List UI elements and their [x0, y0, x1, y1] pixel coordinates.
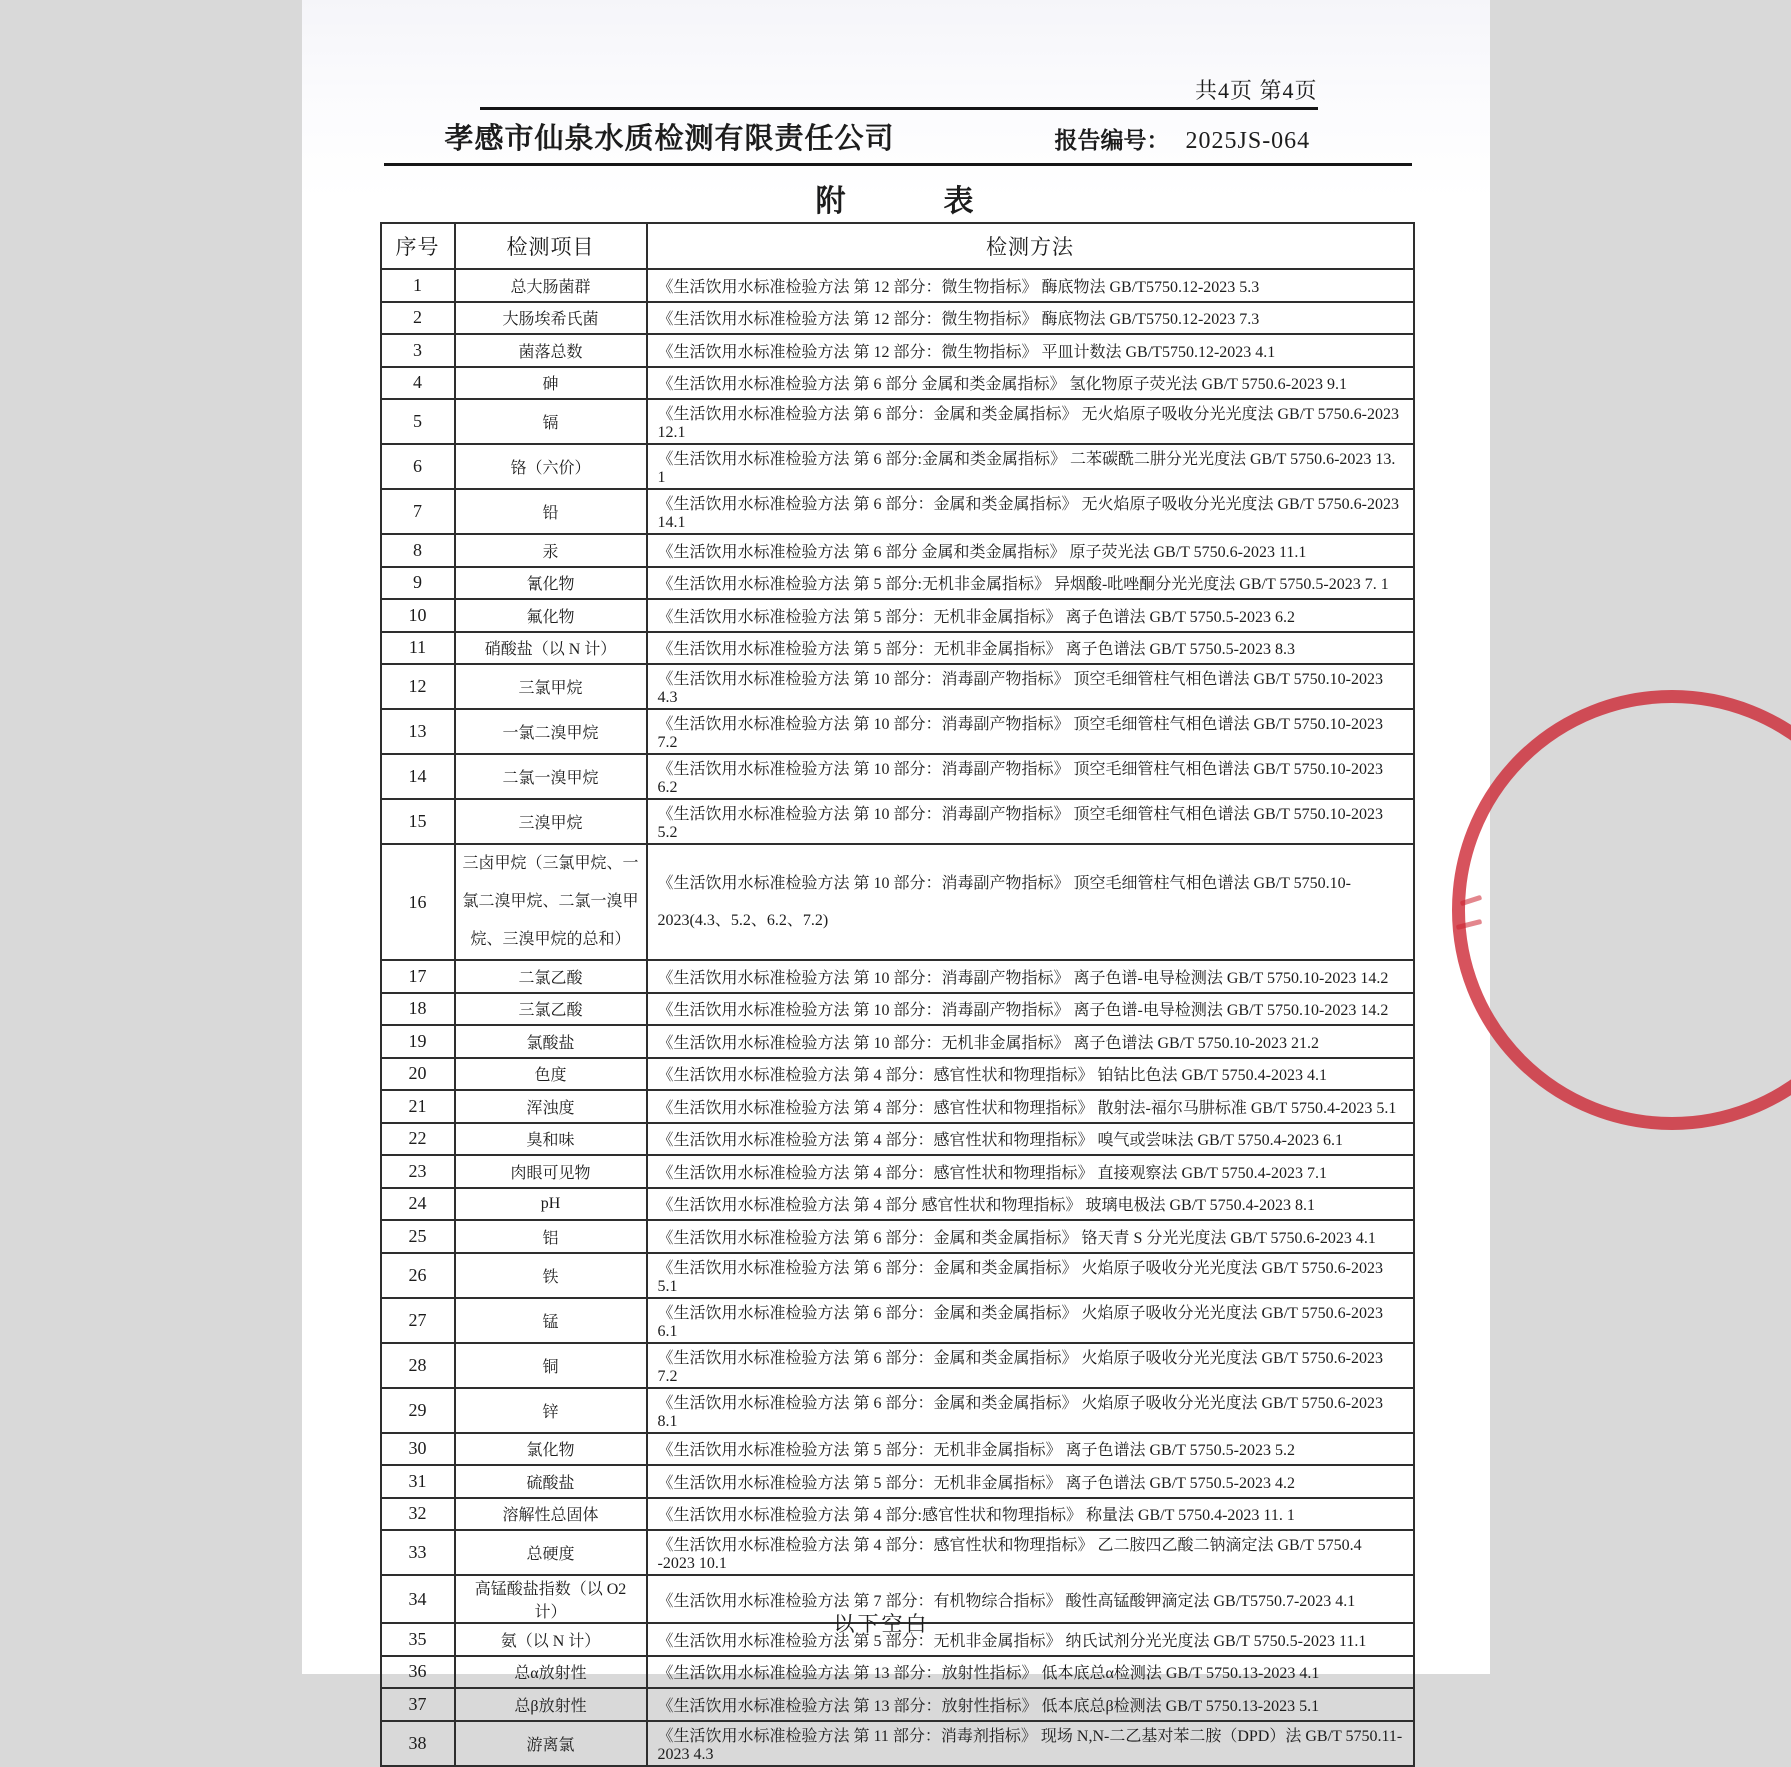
table-row [381, 799, 1414, 844]
test-method: 《生活饮用水标准检验方法 第 6 部分:金属和类金属指标》 二苯碳酰二肼分光光度法 GB/T 5750.6-2023 13. 1 [647, 444, 1414, 489]
report-page [302, 0, 1490, 1674]
table-row [381, 367, 1414, 400]
header-rule-bottom [384, 163, 1412, 166]
test-method: 《生活饮用水标准检验方法 第 10 部分：消毒副产物指标》 离子色谱-电导检测法 GB/T 5750.10-2023 14.2 [647, 993, 1414, 1026]
test-item: 硫酸盐 [455, 1465, 647, 1498]
test-method: 《生活饮用水标准检验方法 第 12 部分：微生物指标》 酶底物法 GB/T5750.12-2023 5.3 [647, 269, 1414, 302]
table-row [381, 664, 1414, 709]
test-method: 《生活饮用水标准检验方法 第 10 部分：消毒副产物指标》 顶空毛细管柱气相色谱法 GB/T 5750.10-2023 5.2 [647, 799, 1414, 844]
table-row [381, 844, 1414, 960]
table-row [381, 960, 1414, 993]
test-item: 锌 [455, 1388, 647, 1433]
row-number: 36 [381, 1656, 455, 1689]
row-number: 8 [381, 534, 455, 567]
test-item: 镉 [455, 399, 647, 444]
test-item: 三氯乙酸 [455, 993, 647, 1026]
row-number: 19 [381, 1025, 455, 1058]
row-number: 12 [381, 664, 455, 709]
test-item: 汞 [455, 534, 647, 567]
test-item: 铅 [455, 489, 647, 534]
table-row [381, 1155, 1414, 1188]
page-title: 附 表 [302, 176, 1490, 220]
methods-table-container [380, 222, 1415, 1767]
test-method: 《生活饮用水标准检验方法 第 6 部分：金属和类金属指标》 无火焰原子吸收分光光度法 GB/T 5750.6-2023 14.1 [647, 489, 1414, 534]
test-item: 三卤甲烷（三氯甲烷、一氯二溴甲烷、二氯一溴甲烷、三溴甲烷的总和） [455, 844, 647, 960]
table-row [381, 302, 1414, 335]
test-item: 浑浊度 [455, 1090, 647, 1123]
table-row [381, 1298, 1414, 1343]
row-number: 31 [381, 1465, 455, 1498]
row-number: 6 [381, 444, 455, 489]
test-item: 溶解性总固体 [455, 1498, 647, 1531]
test-method: 《生活饮用水标准检验方法 第 5 部分：无机非金属指标》 离子色谱法 GB/T 5750.5-2023 8.3 [647, 632, 1414, 665]
test-item: 氯化物 [455, 1433, 647, 1466]
test-method: 《生活饮用水标准检验方法 第 4 部分:感官性状和物理指标》 称量法 GB/T 5750.4-2023 11. 1 [647, 1498, 1414, 1531]
test-method: 《生活饮用水标准检验方法 第 6 部分 金属和类金属指标》 原子荧光法 GB/T 5750.6-2023 11.1 [647, 534, 1414, 567]
test-method: 《生活饮用水标准检验方法 第 7 部分：有机物综合指标》 酸性高锰酸钾滴定法 GB/T5750.7-2023 4.1 [647, 1575, 1414, 1623]
test-method: 《生活饮用水标准检验方法 第 6 部分：金属和类金属指标》 火焰原子吸收分光光度法 GB/T 5750.6-2023 7.2 [647, 1343, 1414, 1388]
test-item: 三溴甲烷 [455, 799, 647, 844]
row-number: 3 [381, 334, 455, 367]
test-method: 《生活饮用水标准检验方法 第 12 部分：微生物指标》 酶底物法 GB/T5750.12-2023 7.3 [647, 302, 1414, 335]
table-row [381, 567, 1414, 600]
footer-blank-note: 以下空白 [302, 1608, 1462, 1638]
table-row [381, 1498, 1414, 1531]
row-number: 10 [381, 599, 455, 632]
table-row [381, 1656, 1414, 1689]
row-number: 29 [381, 1388, 455, 1433]
row-number: 2 [381, 302, 455, 335]
table-row [381, 1343, 1414, 1388]
row-number: 13 [381, 709, 455, 754]
column-header-item: 检测项目 [455, 223, 647, 269]
test-method: 《生活饮用水标准检验方法 第 4 部分：感官性状和物理指标》 嗅气或尝味法 GB/T 5750.4-2023 6.1 [647, 1123, 1414, 1156]
table-row [381, 709, 1414, 754]
test-method: 《生活饮用水标准检验方法 第 5 部分：无机非金属指标》 离子色谱法 GB/T 5750.5-2023 6.2 [647, 599, 1414, 632]
test-item: 肉眼可见物 [455, 1155, 647, 1188]
test-method: 《生活饮用水标准检验方法 第 13 部分：放射性指标》 低本底总β检测法 GB/T 5750.13-2023 5.1 [647, 1688, 1414, 1721]
test-item: 铁 [455, 1253, 647, 1298]
methods-table-body [381, 269, 1414, 1766]
table-row [381, 1688, 1414, 1721]
row-number: 38 [381, 1721, 455, 1766]
report-number-block [1055, 122, 1311, 155]
table-row [381, 754, 1414, 799]
table-row [381, 1220, 1414, 1253]
test-method: 《生活饮用水标准检验方法 第 5 部分：无机非金属指标》 纳氏试剂分光光度法 GB/T 5750.5-2023 11.1 [647, 1623, 1414, 1656]
row-number: 20 [381, 1058, 455, 1091]
row-number: 1 [381, 269, 455, 302]
row-number: 15 [381, 799, 455, 844]
table-row [381, 1530, 1414, 1575]
row-number: 34 [381, 1575, 455, 1623]
table-row [381, 1188, 1414, 1221]
row-number: 4 [381, 367, 455, 400]
header-rule-top [480, 107, 1318, 110]
test-method: 《生活饮用水标准检验方法 第 5 部分：无机非金属指标》 离子色谱法 GB/T 5750.5-2023 4.2 [647, 1465, 1414, 1498]
test-item: 大肠埃希氏菌 [455, 302, 647, 335]
row-number: 11 [381, 632, 455, 665]
row-number: 16 [381, 844, 455, 960]
table-row [381, 1433, 1414, 1466]
test-item: 铬（六价） [455, 444, 647, 489]
row-number: 7 [381, 489, 455, 534]
company-name: 孝感市仙泉水质检测有限责任公司 [445, 116, 895, 157]
methods-table [380, 222, 1415, 1767]
table-row [381, 1090, 1414, 1123]
test-item: 总硬度 [455, 1530, 647, 1575]
row-number: 24 [381, 1188, 455, 1221]
test-method: 《生活饮用水标准检验方法 第 13 部分：放射性指标》 低本底总α检测法 GB/T 5750.13-2023 4.1 [647, 1656, 1414, 1689]
row-number: 26 [381, 1253, 455, 1298]
column-header-no: 序号 [381, 223, 455, 269]
row-number: 27 [381, 1298, 455, 1343]
table-row [381, 632, 1414, 665]
test-method: 《生活饮用水标准检验方法 第 4 部分：感官性状和物理指标》 直接观察法 GB/T 5750.4-2023 7.1 [647, 1155, 1414, 1188]
test-method: 《生活饮用水标准检验方法 第 6 部分：金属和类金属指标》 火焰原子吸收分光光度法 GB/T 5750.6-2023 5.1 [647, 1253, 1414, 1298]
row-number: 37 [381, 1688, 455, 1721]
test-item: 色度 [455, 1058, 647, 1091]
table-row [381, 444, 1414, 489]
table-row [381, 1025, 1414, 1058]
table-header-row [381, 223, 1414, 269]
row-number: 32 [381, 1498, 455, 1531]
test-item: 硝酸盐（以 N 计） [455, 632, 647, 665]
test-item: 一氯二溴甲烷 [455, 709, 647, 754]
table-row [381, 1721, 1414, 1766]
test-method: 《生活饮用水标准检验方法 第 10 部分：消毒副产物指标》 顶空毛细管柱气相色谱法 GB/T 5750.10-2023 4.3 [647, 664, 1414, 709]
table-row [381, 269, 1414, 302]
test-item: 三氯甲烷 [455, 664, 647, 709]
table-row [381, 993, 1414, 1026]
test-method: 《生活饮用水标准检验方法 第 4 部分：感官性状和物理指标》 铂钴比色法 GB/T 5750.4-2023 4.1 [647, 1058, 1414, 1091]
table-row [381, 399, 1414, 444]
test-item: 锰 [455, 1298, 647, 1343]
table-row [381, 1123, 1414, 1156]
test-item: 总大肠菌群 [455, 269, 647, 302]
test-method: 《生活饮用水标准检验方法 第 12 部分：微生物指标》 平皿计数法 GB/T5750.12-2023 4.1 [647, 334, 1414, 367]
test-method: 《生活饮用水标准检验方法 第 6 部分：金属和类金属指标》 无火焰原子吸收分光光度法 GB/T 5750.6-2023 12.1 [647, 399, 1414, 444]
test-item: 总β放射性 [455, 1688, 647, 1721]
test-method: 《生活饮用水标准检验方法 第 5 部分:无机非金属指标》 异烟酸-吡唑酮分光光度法 GB/T 5750.5-2023 7. 1 [647, 567, 1414, 600]
row-number: 17 [381, 960, 455, 993]
row-number: 33 [381, 1530, 455, 1575]
test-method: 《生活饮用水标准检验方法 第 4 部分 感官性状和物理指标》 玻璃电极法 GB/T 5750.4-2023 8.1 [647, 1188, 1414, 1221]
table-row [381, 599, 1414, 632]
row-number: 18 [381, 993, 455, 1026]
row-number: 14 [381, 754, 455, 799]
page-count-indicator: 共4页 第4页 [1195, 74, 1318, 105]
row-number: 9 [381, 567, 455, 600]
table-row [381, 489, 1414, 534]
test-item: 氯酸盐 [455, 1025, 647, 1058]
test-method: 《生活饮用水标准检验方法 第 5 部分：无机非金属指标》 离子色谱法 GB/T 5750.5-2023 5.2 [647, 1433, 1414, 1466]
test-method: 《生活饮用水标准检验方法 第 10 部分：消毒副产物指标》 顶空毛细管柱气相色谱法 GB/T 5750.10-2023 6.2 [647, 754, 1414, 799]
row-number: 35 [381, 1623, 455, 1656]
table-row [381, 1388, 1414, 1433]
test-method: 《生活饮用水标准检验方法 第 10 部分：无机非金属指标》 离子色谱法 GB/T 5750.10-2023 21.2 [647, 1025, 1414, 1058]
test-item: 二氯一溴甲烷 [455, 754, 647, 799]
test-method: 《生活饮用水标准检验方法 第 10 部分：消毒副产物指标》 顶空毛细管柱气相色谱法 GB/T 5750.10-2023 7.2 [647, 709, 1414, 754]
test-item: 砷 [455, 367, 647, 400]
test-item: 氟化物 [455, 599, 647, 632]
row-number: 22 [381, 1123, 455, 1156]
test-item: 二氯乙酸 [455, 960, 647, 993]
test-method: 《生活饮用水标准检验方法 第 4 部分：感官性状和物理指标》 散射法-福尔马肼标准 GB/T 5750.4-2023 5.1 [647, 1090, 1414, 1123]
test-item: pH [455, 1188, 647, 1221]
test-method: 《生活饮用水标准检验方法 第 6 部分：金属和类金属指标》 火焰原子吸收分光光度法 GB/T 5750.6-2023 8.1 [647, 1388, 1414, 1433]
table-row [381, 1465, 1414, 1498]
test-method: 《生活饮用水标准检验方法 第 10 部分：消毒副产物指标》 顶空毛细管柱气相色谱法 GB/T 5750.10-2023(4.3、5.2、6.2、7.2) [647, 844, 1414, 960]
row-number: 23 [381, 1155, 455, 1188]
test-item: 游离氯 [455, 1721, 647, 1766]
test-method: 《生活饮用水标准检验方法 第 10 部分：消毒副产物指标》 离子色谱-电导检测法 GB/T 5750.10-2023 14.2 [647, 960, 1414, 993]
row-number: 21 [381, 1090, 455, 1123]
test-method: 《生活饮用水标准检验方法 第 6 部分 金属和类金属指标》 氢化物原子荧光法 GB/T 5750.6-2023 9.1 [647, 367, 1414, 400]
test-item: 铜 [455, 1343, 647, 1388]
row-number: 25 [381, 1220, 455, 1253]
test-method: 《生活饮用水标准检验方法 第 11 部分：消毒剂指标》 现场 N,N-二乙基对苯二胺（DPD）法 GB/T 5750.11-2023 4.3 [647, 1721, 1414, 1766]
table-row [381, 334, 1414, 367]
test-item: 臭和味 [455, 1123, 647, 1156]
table-row [381, 1058, 1414, 1091]
test-item: 高锰酸盐指数（以 O2 计） [455, 1575, 647, 1623]
row-number: 28 [381, 1343, 455, 1388]
test-method: 《生活饮用水标准检验方法 第 6 部分：金属和类金属指标》 火焰原子吸收分光光度法 GB/T 5750.6-2023 6.1 [647, 1298, 1414, 1343]
partial-red-seal-icon [1452, 690, 1791, 1130]
test-item: 总α放射性 [455, 1656, 647, 1689]
row-number: 5 [381, 399, 455, 444]
test-item: 氨（以 N 计） [455, 1623, 647, 1656]
row-number: 30 [381, 1433, 455, 1466]
table-row [381, 1253, 1414, 1298]
test-method: 《生活饮用水标准检验方法 第 6 部分：金属和类金属指标》 铬天青 S 分光光度法 GB/T 5750.6-2023 4.1 [647, 1220, 1414, 1253]
test-method: 《生活饮用水标准检验方法 第 4 部分：感官性状和物理指标》 乙二胺四乙酸二钠滴定法 GB/T 5750.4 -2023 10.1 [647, 1530, 1414, 1575]
report-number-label: 报告编号： [1055, 122, 1170, 155]
test-item: 菌落总数 [455, 334, 647, 367]
test-item: 铝 [455, 1220, 647, 1253]
column-header-method: 检测方法 [647, 223, 1414, 269]
table-row [381, 534, 1414, 567]
report-number-value: 2025JS-064 [1186, 128, 1311, 155]
test-item: 氰化物 [455, 567, 647, 600]
